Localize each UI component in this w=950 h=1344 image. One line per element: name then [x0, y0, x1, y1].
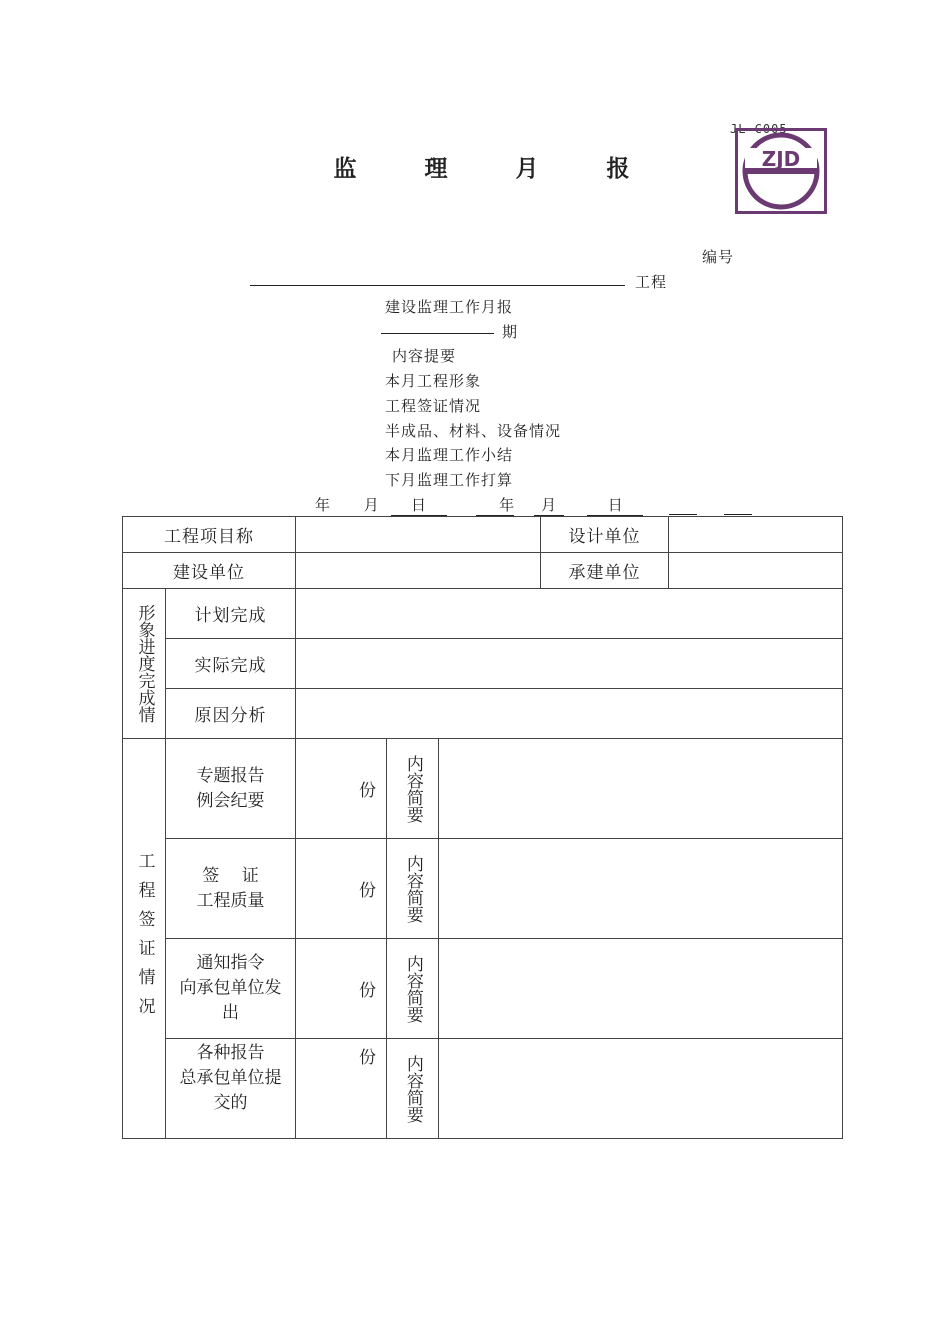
summary-label: 内容简要 — [387, 939, 439, 1039]
reason-value[interactable] — [296, 689, 843, 739]
date-month-label[interactable]: 月 — [534, 494, 564, 516]
visa-row-count[interactable]: 份 — [296, 739, 387, 839]
summary-value[interactable] — [439, 739, 843, 839]
summary-value[interactable] — [439, 839, 843, 939]
visa-row-count[interactable]: 份 — [296, 839, 387, 939]
contents-item: 本月工程形象 — [385, 372, 482, 390]
report-name: 建设监理工作月报 — [385, 298, 514, 316]
summary-label: 内容简要 — [387, 739, 439, 839]
visa-row-label: 签 证 工程质量 — [166, 839, 296, 939]
visa-row-label: 专题报告 例会纪要 — [166, 739, 296, 839]
design-unit-label: 设计单位 — [541, 517, 669, 553]
project-name-blank[interactable] — [250, 285, 625, 286]
project-name-label: 工程项目称 — [123, 517, 296, 553]
project-suffix: 工程 — [635, 273, 668, 291]
date-day-label[interactable]: 日 — [587, 494, 643, 516]
actual-label: 实际完成 — [166, 639, 296, 689]
title-char: 月 — [515, 156, 541, 182]
contents-item: 半成品、材料、设备情况 — [385, 422, 562, 440]
progress-group — [123, 589, 166, 739]
planned-label: 计划完成 — [166, 589, 296, 639]
date-blank[interactable] — [724, 496, 752, 515]
date-year-label[interactable]: 年 — [476, 494, 514, 516]
page-title — [0, 150, 950, 183]
date-year-label: 年 — [315, 496, 331, 514]
date-day-label[interactable]: 日 — [391, 494, 447, 516]
contractor-value[interactable] — [669, 553, 843, 589]
visa-row-count[interactable]: 份 — [296, 939, 387, 1039]
contractor-label: 承建单位 — [541, 553, 669, 589]
period-suffix: 期 — [502, 323, 519, 341]
contents-item: 工程签证情况 — [385, 397, 482, 415]
report-table — [122, 516, 843, 1139]
construction-unit-label: 建设单位 — [123, 553, 296, 589]
title-char: 报 — [606, 156, 632, 182]
summary-value[interactable] — [439, 1039, 843, 1139]
title-char: 监 — [333, 156, 359, 182]
reason-label: 原因分析 — [166, 689, 296, 739]
date-month-label: 月 — [363, 496, 379, 514]
visa-row-label: 各种报告 总承包单位提 交的 — [166, 1039, 296, 1139]
summary-value[interactable] — [439, 939, 843, 1039]
actual-value[interactable] — [296, 639, 843, 689]
document-code: JL-C005 — [730, 122, 788, 136]
date-blank[interactable] — [669, 496, 697, 515]
period-blank[interactable] — [381, 333, 494, 334]
construction-unit-value[interactable] — [296, 553, 541, 589]
contents-item: 本月监理工作小结 — [385, 446, 514, 464]
visa-row-label: 通知指令 向承包单位发 出 — [166, 939, 296, 1039]
visa-group — [123, 739, 166, 1139]
summary-label: 内容简要 — [387, 839, 439, 939]
contents-item: 下月监理工作打算 — [385, 471, 514, 489]
progress-group-label: 形象进度完成情 — [134, 604, 155, 723]
visa-group-label: 工程签证情况 — [134, 851, 155, 1026]
visa-row-count[interactable]: 份 — [296, 1039, 387, 1139]
contents-heading: 内容提要 — [392, 347, 457, 365]
number-label: 编号 — [702, 248, 735, 266]
title-char: 理 — [424, 156, 450, 182]
logo-text: ZJD — [761, 147, 801, 171]
planned-value[interactable] — [296, 589, 843, 639]
date-range — [315, 494, 752, 516]
design-unit-value[interactable] — [669, 517, 843, 553]
project-name-value[interactable] — [296, 517, 541, 553]
summary-label: 内容简要 — [387, 1039, 439, 1139]
